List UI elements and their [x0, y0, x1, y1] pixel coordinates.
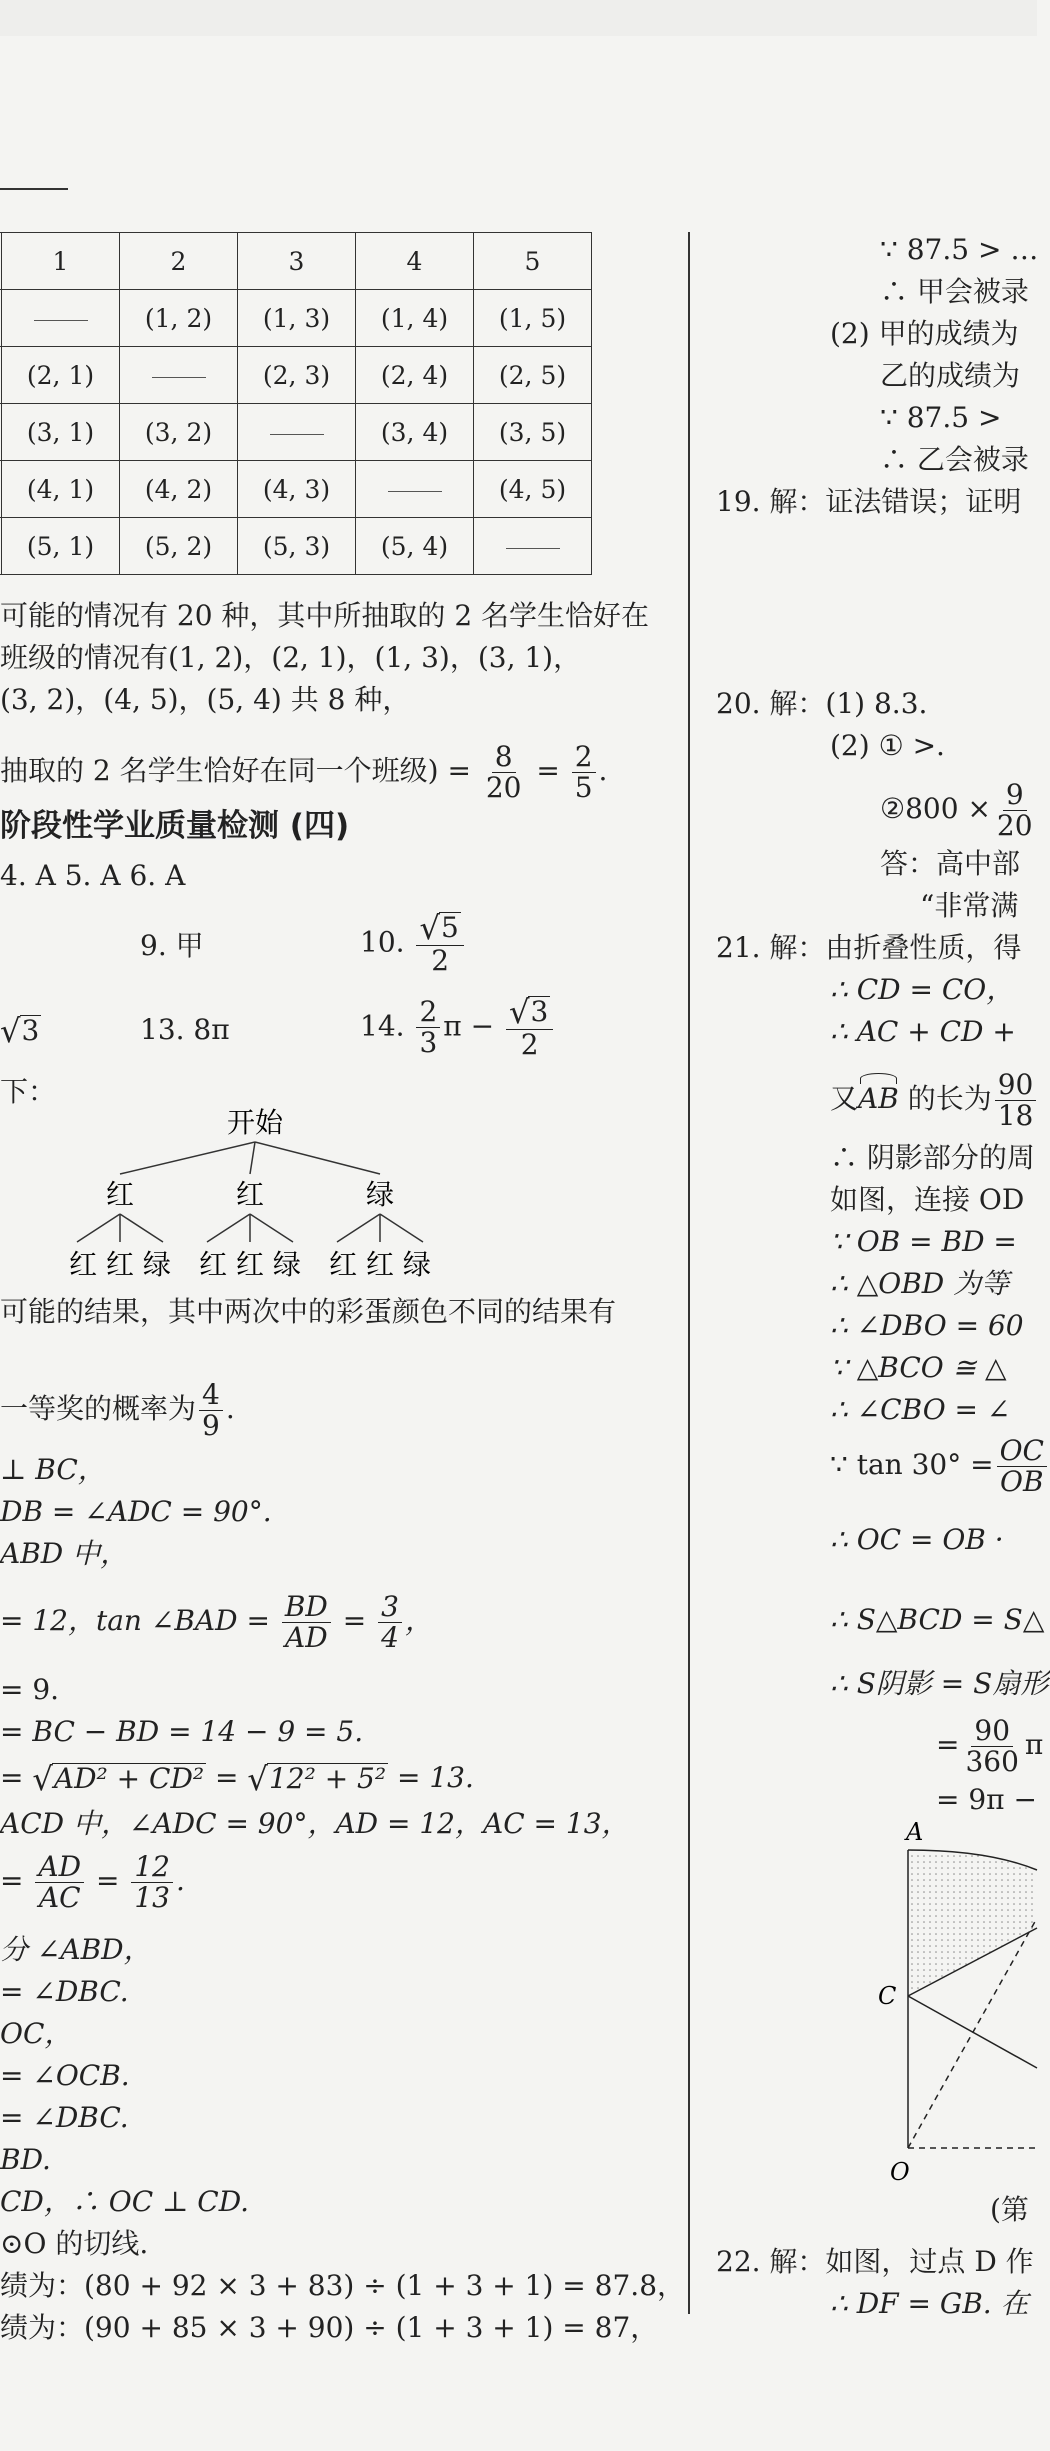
fraction: $\frac{3}{4}$ [378, 1592, 402, 1653]
tree-leaf-group: 红 红 绿 [69, 1248, 171, 1281]
fraction: √ 5 2 [416, 912, 463, 976]
empty-pair-dash [506, 548, 560, 549]
fraction: $\frac{BD}{AD}$ [282, 1592, 331, 1653]
text-line: 班级的情况有(1, 2)，(2, 1)，(1, 3)，(3, 1)， [0, 641, 582, 674]
pythagoras-line: = √ AD² + CD² = √ 12² + 5² = 13. [0, 1760, 474, 1799]
fraction: $\frac{12}{13}$ [131, 1852, 173, 1913]
top-rule [0, 188, 68, 190]
fraction: $\frac{8}{20}$ [485, 740, 522, 804]
table-cell: (1, 5) [474, 290, 592, 347]
text-line: ∴ 阴影部分的周 [830, 1141, 1035, 1174]
fraction: $\frac{9}{20}$ [996, 778, 1033, 842]
table-cell: (2, 1) [2, 347, 120, 404]
text-line: 绩为：(90 + 85 × 3 + 90) ÷ (1 + 3 + 1) = 87， [0, 2311, 659, 2344]
text-line: ∴ S△BCD = S△ [830, 1603, 1045, 1636]
text-line: = ∠DBC. [0, 2101, 129, 2134]
fraction: $\frac{OC}{OB}$ [997, 1436, 1047, 1497]
header-cell: 5 [474, 233, 592, 290]
header-cell: 2 [120, 233, 238, 290]
answer-9: 9. 甲 [140, 929, 204, 962]
text-line: ∴ △OBD 为等 [830, 1267, 1010, 1300]
prize-line: 一等奖的概率为 $\frac{4}{9}$ . [0, 1378, 235, 1442]
text-line: 下： [0, 1075, 57, 1108]
text-line: (2) 甲的成绩为 [830, 317, 1019, 350]
answer-14: 14. $\frac{2}{3}$ π − √ 3 2 [360, 996, 556, 1060]
table-cell: (1, 2) [120, 290, 238, 347]
table-row [0, 347, 592, 404]
table-row [0, 404, 592, 461]
text-line: ⊙O 的切线. [0, 2227, 149, 2260]
table-cell: (4, 3) [238, 461, 356, 518]
table-cell [356, 461, 474, 518]
text-line: ABD 中， [0, 1537, 129, 1570]
text-line: = ∠DBC. [0, 1975, 129, 2008]
shaded-region [908, 1850, 1037, 1996]
text-line: ∴ AC + CD + [830, 1015, 1016, 1048]
tan-line: ∵ tan 30° = $\frac{OC}{OB}$ [830, 1436, 1050, 1497]
table-cell: (1, 4) [356, 290, 474, 347]
fraction: $\frac{2}{3}$ [416, 997, 440, 1058]
table-cell: (3, 1) [2, 404, 120, 461]
tree-node: 红 [235, 1178, 265, 1211]
ratio-line: = $\frac{AD}{AC}$ = $\frac{12}{13}$ . [0, 1850, 185, 1914]
fraction: $\frac{4}{9}$ [199, 1380, 223, 1441]
fraction: $\frac{90}{18}$ [995, 1070, 1037, 1131]
text-line: 20. 解：(1) 8.3. [716, 687, 928, 720]
page-top-strip [0, 0, 1037, 36]
text-line: 21. 解：由折叠性质，得 [716, 931, 1022, 964]
tree-leaf-group: 红 红 绿 [199, 1248, 301, 1281]
text-line: ACD 中，∠ADC = 90°，AD = 12，AC = 13， [0, 1807, 630, 1840]
empty-pair-dash [34, 320, 88, 321]
answer-12: √ 3 [0, 1012, 40, 1051]
text-line: = ∠OCB. [0, 2059, 130, 2092]
text-line: ∴ ∠DBO = 60 [830, 1309, 1024, 1342]
answer-13: 13. 8π [140, 1013, 230, 1046]
text-line: OC， [0, 2017, 73, 2050]
text-line: 如图，连接 OD [830, 1183, 1025, 1216]
fraction: √ 3 2 [506, 996, 553, 1060]
table-cell: (4, 2) [120, 461, 238, 518]
text-line: ∴ CD = CO， [830, 973, 1015, 1006]
table-cell [474, 518, 592, 575]
probability-line: 抽取的 2 名学生恰好在同一个班级) = $\frac{8}{20}$ = $\frac{2}{5}$ . [0, 740, 608, 804]
empty-pair-dash [388, 491, 442, 492]
table-cell [120, 347, 238, 404]
figure-caption: (第 [990, 2193, 1029, 2226]
table-cell: (5, 4) [356, 518, 474, 575]
text-line: ∴ 乙会被录 [880, 443, 1029, 476]
text-line: 绩为：(80 + 92 × 3 + 83) ÷ (1 + 3 + 1) = 87.8， [0, 2269, 686, 2302]
table-cell: (2, 3) [238, 347, 356, 404]
tree-branch [250, 1142, 255, 1174]
point-label-a: A [906, 1818, 924, 1846]
arc-length-line: 又AB 的长为 $\frac{90}{18}$ [830, 1070, 1039, 1131]
table-cell: (3, 5) [474, 404, 592, 461]
text-line: = 9. [0, 1673, 60, 1706]
text-line: DB = ∠ADC = 90°. [0, 1495, 272, 1528]
table-cell: (3, 4) [356, 404, 474, 461]
point-label-o: O [890, 2158, 910, 2186]
text-line: ∵ 87.5 > … [880, 233, 1039, 266]
text-line: ∵ OB = BD = [830, 1225, 1017, 1258]
text-line: 可能的结果，其中两次中的彩蛋颜色不同的结果有 [0, 1295, 617, 1328]
table-cell: (5, 3) [238, 518, 356, 575]
tan-line: = 12，tan ∠BAD = $\frac{BD}{AD}$ = $\frac{3}{4}$ ， [0, 1590, 433, 1654]
arc-ab: AB [858, 1082, 899, 1115]
section-heading: 阶段性学业质量检测 (四) [0, 808, 350, 844]
tree-branch [255, 1142, 380, 1174]
table-cell: (5, 1) [2, 518, 120, 575]
mc-answers: 4. A 5. A 6. A [0, 859, 186, 892]
table-cell: (2, 5) [474, 347, 592, 404]
table-cell: (1, 3) [238, 290, 356, 347]
empty-pair-dash [270, 434, 324, 435]
header-cell: 1 [2, 233, 120, 290]
table-row [0, 461, 592, 518]
table-cell: (4, 1) [2, 461, 120, 518]
table-header-row [0, 233, 592, 290]
table-cell: (4, 5) [474, 461, 592, 518]
text-line: CD，∴ OC ⊥ CD. [0, 2185, 250, 2218]
fraction: $\frac{90}{360}$ [965, 1714, 1019, 1778]
text-line: “非常满 [920, 889, 1019, 922]
text-line: ∴ DF = GB. 在 [830, 2287, 1029, 2320]
sector-line: = $\frac{90}{360}$ π [936, 1714, 1044, 1778]
column-divider [688, 232, 690, 2314]
pairs-table [0, 232, 592, 575]
tree-leaf-group: 红 红 绿 [329, 1248, 431, 1281]
empty-pair-dash [152, 377, 206, 378]
text-line: ∵ 87.5 > [880, 401, 1002, 434]
table-row [0, 518, 592, 575]
geometry-figure [868, 1818, 1037, 2188]
text-line: 可能的情况有 20 种，其中所抽取的 2 名学生恰好在 [0, 599, 650, 632]
tree-node: 红 [105, 1178, 135, 1211]
text-line: 19. 解：证法错误；证明 [716, 485, 1022, 518]
table-cell [238, 404, 356, 461]
table-cell: (3, 2) [120, 404, 238, 461]
tree-branch [120, 1142, 255, 1174]
text-line: 分 ∠ABD， [0, 1933, 152, 1966]
header-cell: 4 [356, 233, 474, 290]
text-line: ∴ ∠CBO = ∠ [830, 1393, 1011, 1426]
header-cell: 3 [238, 233, 356, 290]
table-cell: (2, 4) [356, 347, 474, 404]
fraction: $\frac{2}{5}$ [572, 742, 596, 803]
table-cell [2, 290, 120, 347]
text-line: 乙的成绩为 [880, 359, 1021, 392]
calc-line: ②800 × $\frac{9}{20}$ [880, 780, 1039, 841]
table-row [0, 290, 592, 347]
tree-diagram [55, 1102, 445, 1292]
text-line: (3, 2)，(4, 5)，(5, 4) 共 8 种， [0, 683, 411, 716]
tree-start-label: 开始 [226, 1106, 284, 1139]
text-line: ∴ OC = OB · [830, 1523, 1004, 1556]
text-line: ∴ 甲会被录 [880, 275, 1029, 308]
point-label-c: C [878, 1982, 897, 2010]
text-line: ∵ △BCO ≅ △ [830, 1351, 1007, 1384]
fraction: $\frac{AD}{AC}$ [35, 1852, 84, 1913]
text-line: ∴ S阴影 = S扇形 [830, 1667, 1049, 1700]
text-line: ⊥ BC， [0, 1453, 106, 1486]
text-line: (2) ① >. [830, 729, 945, 762]
answer-10: 10. √ 5 2 [360, 912, 467, 976]
tree-node: 绿 [365, 1178, 395, 1211]
table-cell: (5, 2) [120, 518, 238, 575]
text-line: = BC − BD = 14 − 9 = 5. [0, 1715, 364, 1748]
text-line: 22. 解：如图，过点 D 作 [716, 2245, 1034, 2278]
text-line: 答：高中部 [880, 847, 1021, 880]
text-line: = 9π − [936, 1783, 1037, 1816]
text-line: BD. [0, 2143, 51, 2176]
